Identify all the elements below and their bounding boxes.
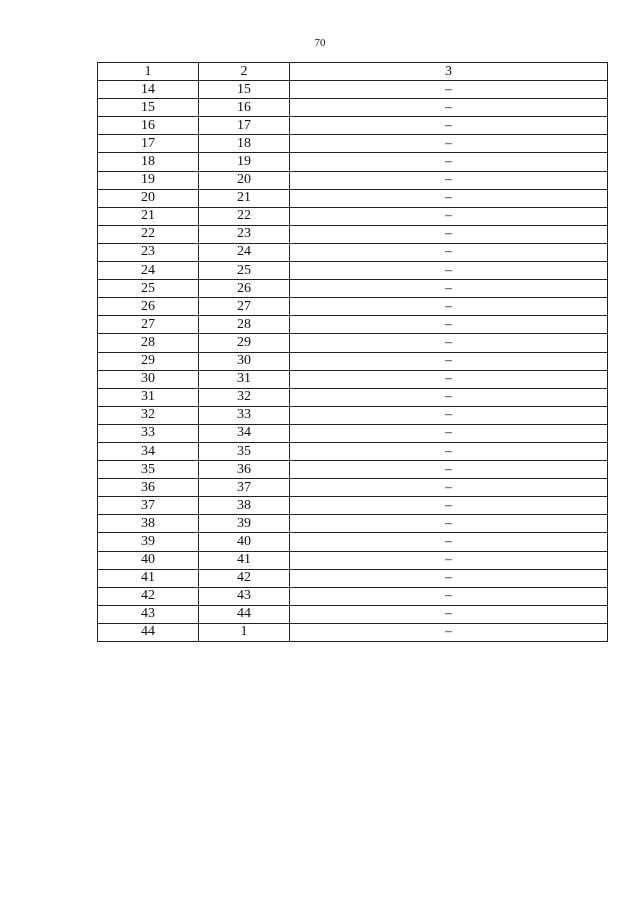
table-row [98, 171, 608, 189]
table-cell-col3: – [290, 533, 608, 551]
table-cell-col1: 23 [98, 243, 199, 261]
table-cell-col1: 39 [98, 533, 199, 551]
table-cell-col1: 32 [98, 406, 199, 424]
table-cell-col1: 17 [98, 135, 199, 153]
column-header-2: 2 [199, 63, 290, 81]
table-row [98, 243, 608, 261]
table-cell-col3: – [290, 515, 608, 533]
table-cell-col2: 29 [199, 334, 290, 352]
table-row [98, 605, 608, 623]
table-row [98, 153, 608, 171]
table-cell-col1: 22 [98, 225, 199, 243]
table-cell-col1: 31 [98, 388, 199, 406]
table-cell-col3: – [290, 243, 608, 261]
table-cell-col1: 33 [98, 424, 199, 442]
table-cell-col3: – [290, 280, 608, 298]
table-cell-col3: – [290, 135, 608, 153]
table-cell-col2: 31 [199, 370, 290, 388]
table-cell-col1: 36 [98, 479, 199, 497]
table-cell-col2: 21 [199, 189, 290, 207]
column-header-1: 1 [98, 63, 199, 81]
table-row [98, 569, 608, 587]
table-row [98, 207, 608, 225]
table-cell-col1: 37 [98, 497, 199, 515]
table-row [98, 117, 608, 135]
table-row [98, 352, 608, 370]
table-cell-col2: 38 [199, 497, 290, 515]
table-cell-col3: – [290, 81, 608, 99]
table-cell-col2: 1 [199, 623, 290, 641]
table-cell-col3: – [290, 461, 608, 479]
table-cell-col1: 28 [98, 334, 199, 352]
table-cell-col2: 40 [199, 533, 290, 551]
table-cell-col3: – [290, 352, 608, 370]
table-cell-col3: – [290, 189, 608, 207]
table-cell-col1: 18 [98, 153, 199, 171]
table-cell-col2: 15 [199, 81, 290, 99]
table-row [98, 388, 608, 406]
table-cell-col2: 39 [199, 515, 290, 533]
table-cell-col3: – [290, 497, 608, 515]
table-cell-col2: 17 [199, 117, 290, 135]
table-row [98, 623, 608, 641]
table-cell-col1: 27 [98, 316, 199, 334]
table-cell-col3: – [290, 298, 608, 316]
table-cell-col3: – [290, 587, 608, 605]
table-cell-col2: 43 [199, 587, 290, 605]
table-cell-col1: 21 [98, 207, 199, 225]
table-cell-col3: – [290, 406, 608, 424]
table-cell-col3: – [290, 262, 608, 280]
table-cell-col2: 37 [199, 479, 290, 497]
table-cell-col1: 29 [98, 352, 199, 370]
table-row [98, 587, 608, 605]
table-cell-col1: 38 [98, 515, 199, 533]
table-row [98, 99, 608, 117]
table-cell-col1: 14 [98, 81, 199, 99]
table-cell-col2: 24 [199, 243, 290, 261]
table-cell-col2: 27 [199, 298, 290, 316]
table-cell-col2: 16 [199, 99, 290, 117]
table-row [98, 442, 608, 460]
table-cell-col1: 44 [98, 623, 199, 641]
table-row [98, 515, 608, 533]
table-cell-col1: 43 [98, 605, 199, 623]
table-cell-col2: 25 [199, 262, 290, 280]
table-cell-col3: – [290, 99, 608, 117]
table-cell-col3: – [290, 479, 608, 497]
table-cell-col1: 26 [98, 298, 199, 316]
table-row [98, 262, 608, 280]
table-header-row [98, 63, 608, 81]
table-cell-col3: – [290, 388, 608, 406]
table-cell-col3: – [290, 171, 608, 189]
table-cell-col3: – [290, 316, 608, 334]
table-cell-col1: 15 [98, 99, 199, 117]
table-row [98, 497, 608, 515]
table-cell-col3: – [290, 551, 608, 569]
table-row [98, 280, 608, 298]
table-row [98, 533, 608, 551]
table-cell-col2: 32 [199, 388, 290, 406]
table-cell-col1: 19 [98, 171, 199, 189]
table-cell-col3: – [290, 569, 608, 587]
table-cell-col3: – [290, 207, 608, 225]
table-cell-col1: 34 [98, 442, 199, 460]
table-cell-col2: 30 [199, 352, 290, 370]
table-cell-col3: – [290, 370, 608, 388]
table-row [98, 135, 608, 153]
table-cell-col1: 24 [98, 262, 199, 280]
table-cell-col1: 40 [98, 551, 199, 569]
table-cell-col2: 33 [199, 406, 290, 424]
table-cell-col1: 25 [98, 280, 199, 298]
table-row [98, 370, 608, 388]
column-header-3: 3 [290, 63, 608, 81]
table-cell-col3: – [290, 605, 608, 623]
table-cell-col2: 42 [199, 569, 290, 587]
table-row [98, 461, 608, 479]
table-row [98, 189, 608, 207]
table-cell-col3: – [290, 442, 608, 460]
table-cell-col3: – [290, 153, 608, 171]
table-cell-col1: 16 [98, 117, 199, 135]
table-cell-col1: 30 [98, 370, 199, 388]
table-cell-col2: 23 [199, 225, 290, 243]
table-row [98, 81, 608, 99]
table-row [98, 479, 608, 497]
data-table [97, 62, 608, 642]
table-cell-col1: 42 [98, 587, 199, 605]
table-cell-col1: 20 [98, 189, 199, 207]
table-row [98, 298, 608, 316]
page-number: 70 [314, 37, 326, 49]
table-row [98, 424, 608, 442]
table-cell-col3: – [290, 225, 608, 243]
table-cell-col1: 35 [98, 461, 199, 479]
table-row [98, 225, 608, 243]
table-row [98, 551, 608, 569]
table-row [98, 334, 608, 352]
table-cell-col3: – [290, 117, 608, 135]
table-row [98, 316, 608, 334]
table-cell-col3: – [290, 623, 608, 641]
table-cell-col2: 20 [199, 171, 290, 189]
table-cell-col2: 19 [199, 153, 290, 171]
table-cell-col3: – [290, 424, 608, 442]
table-cell-col3: – [290, 334, 608, 352]
table-row [98, 406, 608, 424]
table-cell-col2: 18 [199, 135, 290, 153]
table-cell-col2: 41 [199, 551, 290, 569]
table-cell-col2: 36 [199, 461, 290, 479]
table-cell-col2: 28 [199, 316, 290, 334]
table-cell-col2: 26 [199, 280, 290, 298]
table-cell-col1: 41 [98, 569, 199, 587]
table-cell-col2: 34 [199, 424, 290, 442]
table-body [98, 81, 608, 642]
table-cell-col2: 44 [199, 605, 290, 623]
table-cell-col2: 35 [199, 442, 290, 460]
table-cell-col2: 22 [199, 207, 290, 225]
